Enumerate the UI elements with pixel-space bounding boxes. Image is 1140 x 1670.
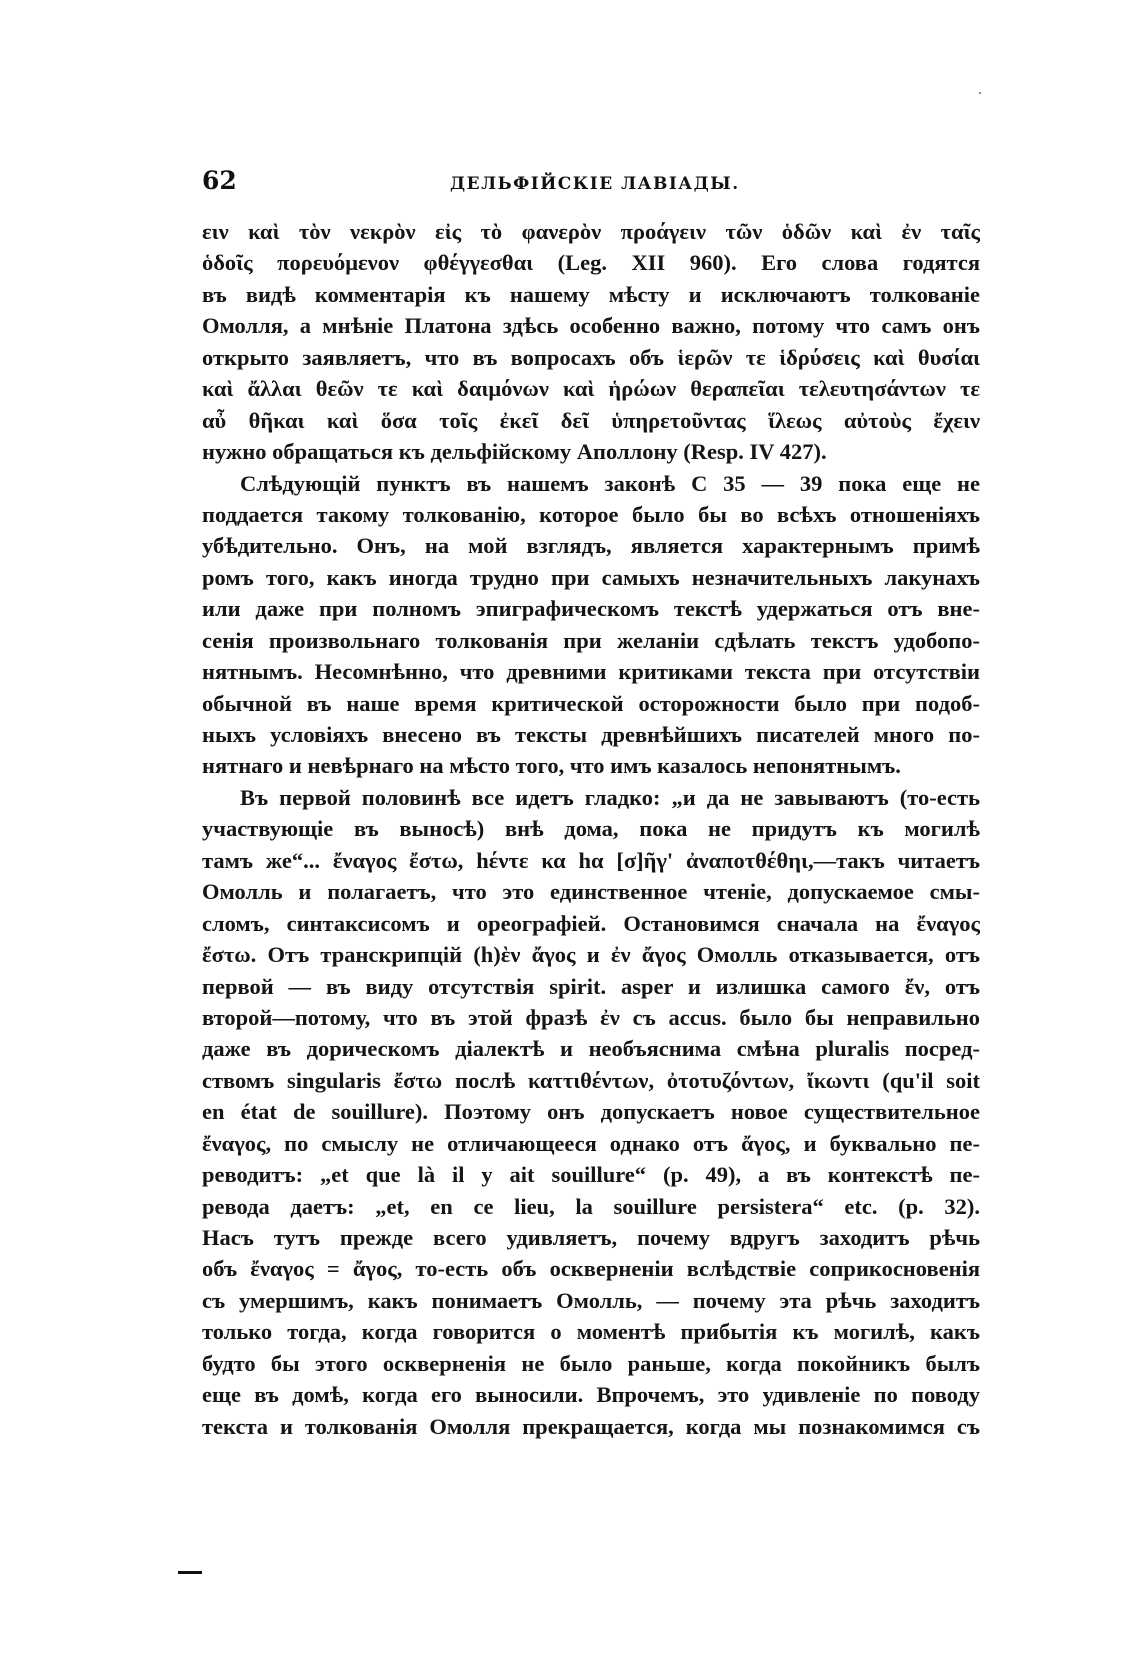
- text-line: сломъ, синтаксисомъ и ореографіей. Остановимся сначала на ἔναγος: [202, 910, 980, 936]
- text-line: реводитъ: „et que là il y ait souillure“ (p. 49), а въ контекстѣ пе-: [202, 1162, 980, 1188]
- text-line: только тогда, когда говорится о моментѣ прибытія къ могилѣ, какъ: [202, 1319, 980, 1345]
- text-line: ствомъ singularis ἔστω послѣ καττιθέντων, ὀτοτυζόντων, ἴκωντι (qu'il soit: [202, 1067, 980, 1093]
- text-line: Слѣдующій пунктъ въ нашемъ законѣ С 35 — 39 пока еще не: [240, 470, 980, 496]
- footer-dash-mark: [178, 1571, 202, 1574]
- text-line: открыто заявляетъ, что въ вопросахъ объ ἱερῶν τε ἱδρύσεις καὶ θυσίαι: [202, 344, 980, 370]
- text-line: Въ первой половинѣ все идетъ гладко: „и да не завываютъ (то-есть: [240, 784, 980, 810]
- text-line: участвующіе въ выносѣ) внѣ дома, пока не придутъ къ могилѣ: [202, 816, 980, 842]
- text-line: ὁδοῖς πορευόμενον φθέγγεσθαι (Leg. XII 960). Его слова годятся: [202, 250, 980, 276]
- text-line: еще въ домѣ, когда его выносили. Впрочемъ, это удивленіе по поводу: [202, 1382, 980, 1408]
- text-line: убѣдительно. Онъ, на мой взглядъ, является характернымъ примѣ: [202, 533, 980, 559]
- body-text: [202, 216, 980, 1442]
- page-number: 62: [202, 166, 237, 195]
- text-line: нятнаго и невѣрнаго на мѣсто того, что имъ казалось непонятнымъ.: [202, 753, 901, 779]
- text-line: ромъ того, какъ иногда трудно при самыхъ незначительныхъ лакунахъ: [202, 564, 980, 590]
- text-line: второй—потому, что въ этой фразѣ ἐν съ accus. было бы неправильно: [202, 1004, 980, 1030]
- text-line: нужно обращаться къ дельфійскому Аполлону (Resp. IV 427).: [202, 439, 827, 465]
- text-line: будто бы этого оскверненія не было раньше, когда покойникъ былъ: [202, 1350, 980, 1376]
- text-line: ныхъ условіяхъ внесено въ тексты древнѣйшихъ писателей много по-: [202, 722, 980, 747]
- text-line: поддается такому толкованію, которое было бы во всѣхъ отношеніяхъ: [202, 501, 980, 527]
- text-line: или даже при полномъ эпиграфическомъ текстѣ удержаться отъ вне-: [202, 596, 980, 622]
- text-line: ревода даетъ: „et, en ce lieu, la souillure persistera“ etc. (p. 32).: [202, 1193, 980, 1219]
- text-line: даже въ дорическомъ діалектѣ и необъяснима смѣна pluralis посред-: [202, 1036, 980, 1062]
- text-line: текста и толкованія Омолля прекращается, когда мы познакомимся съ: [202, 1413, 980, 1439]
- text-line: нятнымъ. Несомнѣнно, что древними критиками текста при отсутствіи: [202, 659, 980, 685]
- text-line: καὶ ἄλλαι θεῶν τε καὶ δαιμόνων καὶ ἡρώων θεραπεῖαι τελευτησάντων τε: [202, 376, 980, 402]
- text-line: Насъ тутъ прежде всего удивляетъ, почему вдругъ заходитъ рѣчь: [202, 1225, 980, 1250]
- page-header: [202, 166, 980, 206]
- text-line: Омолль и полагаетъ, что это единственное чтеніе, допускаемое смы-: [202, 879, 980, 905]
- text-line: въ видѣ комментарія къ нашему мѣсту и исключаютъ толкованіе: [202, 281, 980, 307]
- text-line: Омолля, а мнѣніе Платона здѣсь особенно важно, потому что самъ онъ: [202, 313, 980, 339]
- text-line: тамъ же“... ἔναγος ἔστω, hέντε κα hα [σ]ῆγ' ἀναποτθέθηι,—такъ читаетъ: [202, 847, 980, 873]
- running-title: ДЕЛЬФІЙСКІЕ ЛАВІАДЫ.: [450, 174, 740, 194]
- text-line: обычной въ наше время критической осторожности было при подоб-: [202, 690, 980, 716]
- text-line: ἔστω. Отъ транскрипцій (h)ὲν ἄγος и ἐν ἄγος Омолль отказывается, отъ: [202, 942, 980, 968]
- text-line: ειν καὶ τὸν νεκρὸν εἰς τὸ φανερὸν προάγειν τῶν ὁδῶν καὶ ἐν ταῖς: [202, 219, 980, 244]
- text-line: en état de souillure). Поэтому онъ допускаетъ новое существительное: [202, 1099, 980, 1125]
- text-line: съ умершимъ, какъ понимаетъ Омолль, — почему эта рѣчь заходитъ: [202, 1287, 980, 1313]
- text-line: сенія произвольнаго толкованія при желаніи сдѣлать текстъ удобопо-: [202, 627, 980, 653]
- text-line: первой — въ виду отсутствія spirit. asper и излишка самого ἔν, отъ: [202, 973, 980, 999]
- text-line: объ ἔναγος = ἄγος, то-есть объ оскверненіи вслѣдствіе соприкосновенія: [202, 1256, 980, 1282]
- text-line: αὖ θῆκαι καὶ ὅσα τοῖς ἐκεῖ δεῖ ὑπηρετοῦντας ἵλεως αὐτοὺς ἔχειν: [202, 407, 980, 433]
- scan-speck: [979, 92, 981, 94]
- text-line: ἔναγος, по смыслу не отличающееся однако отъ ἄγος, и буквально пе-: [202, 1130, 980, 1156]
